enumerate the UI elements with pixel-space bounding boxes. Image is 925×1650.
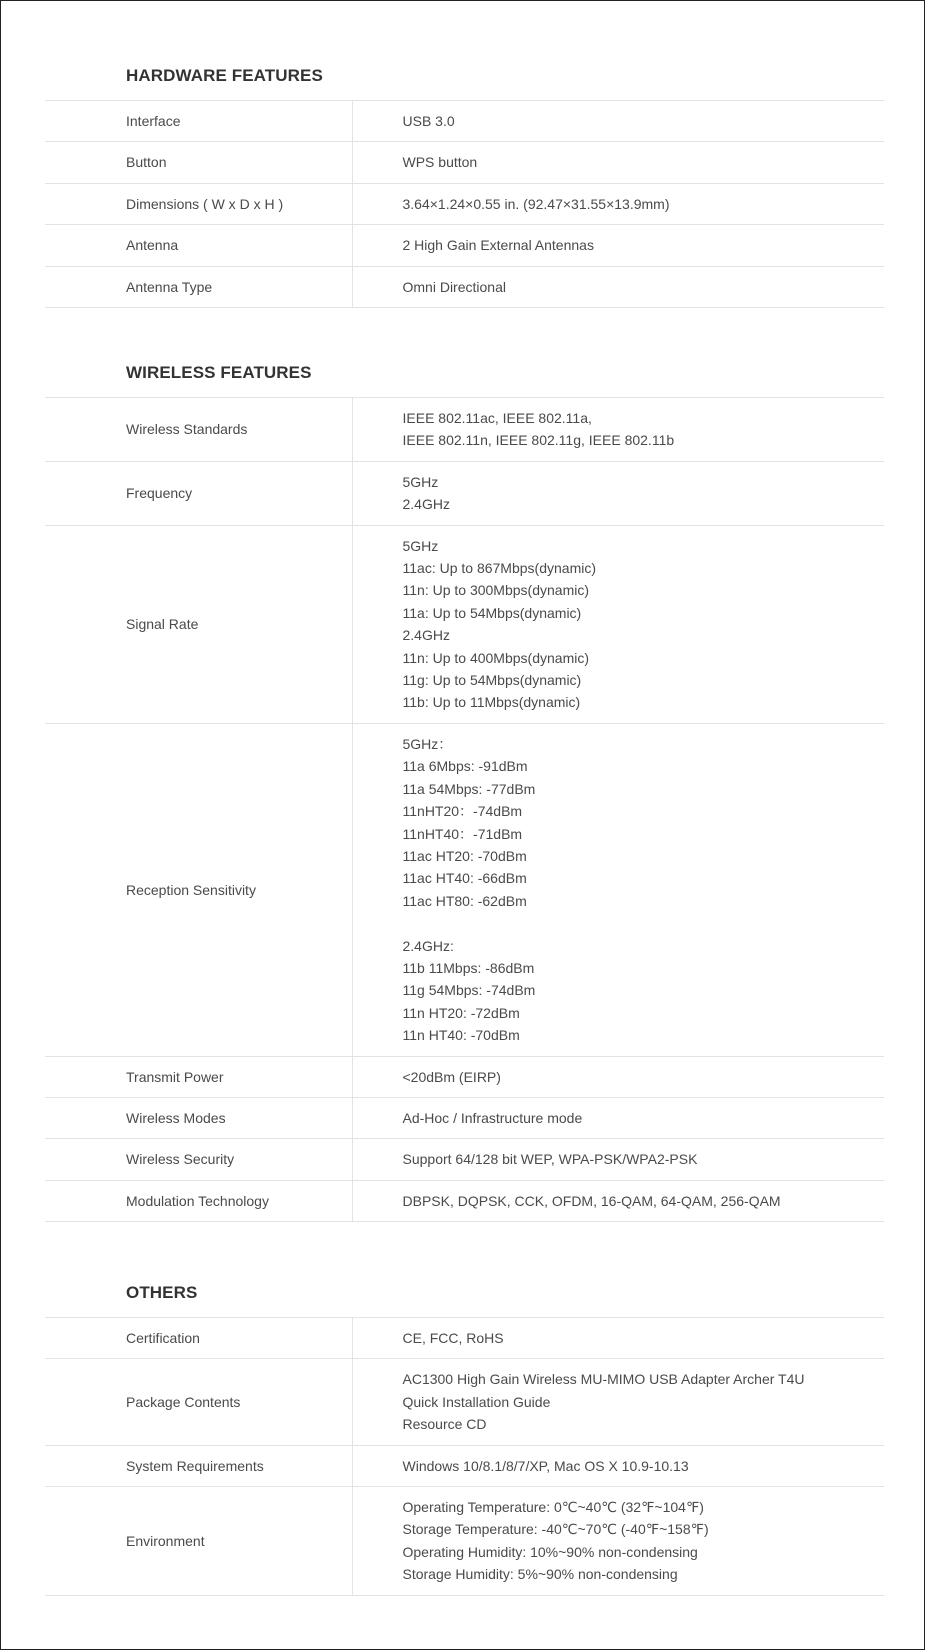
spec-value [352, 1139, 884, 1180]
spec-value-line: 11ac HT80: -62dBm [402, 892, 527, 909]
spec-value [352, 723, 884, 1056]
spec-row [45, 1445, 884, 1486]
spec-value-line: IEEE 802.11ac, IEEE 802.11a, [402, 410, 592, 426]
hardware-section-title: HARDWARE FEATURES [126, 66, 323, 85]
spec-value-line: Ad-Hoc / Infrastructure mode [402, 1109, 583, 1126]
spec-value [352, 1180, 884, 1221]
spec-value-line: USB 3.0 [402, 113, 455, 129]
spec-value [352, 1359, 884, 1445]
spec-value [352, 266, 884, 307]
spec-value-line: 5GHz [402, 537, 439, 554]
spec-row [45, 142, 884, 183]
spec-value-line: 2.4GHz: [402, 937, 454, 954]
spec-row [45, 266, 884, 307]
spec-row [45, 225, 884, 266]
spec-value-line: Resource CD [402, 1416, 487, 1433]
spec-value-line: 11nHT20：-74dBm [402, 803, 523, 820]
spec-value-line [403, 912, 885, 934]
spec-value-line: 11ac: Up to 867Mbps(dynamic) [402, 560, 596, 577]
spec-label: Antenna Type [45, 266, 352, 307]
spec-label: Wireless Security [45, 1139, 352, 1180]
spec-value-line: AC1300 High Gain Wireless MU-MIMO USB Adapter Archer T4U [402, 1371, 805, 1388]
spec-value-line: WPS button [402, 154, 478, 171]
spec-value-line: 11n: Up to 300Mbps(dynamic) [402, 582, 589, 599]
spec-value-line: 11n HT40: -70dBm [402, 1027, 520, 1044]
spec-value-line: Windows 10/8.1/8/7/XP, Mac OS X 10.9-10.13 [402, 1457, 689, 1474]
spec-row [45, 183, 884, 224]
spec-label: Interface [45, 101, 352, 142]
spec-value-line: 11b 11Mbps: -86dBm [402, 959, 535, 976]
spec-value-line: DBPSK, DQPSK, CCK, OFDM, 16-QAM, 64-QAM, 256-QAM [402, 1192, 781, 1209]
spec-label: Environment [45, 1487, 352, 1596]
spec-value [352, 1056, 884, 1097]
spec-label: Reception Sensitivity [45, 723, 352, 1056]
spec-label: Antenna [45, 225, 352, 266]
spec-value-line: 11a: Up to 54Mbps(dynamic) [402, 604, 582, 621]
spec-row [45, 1487, 884, 1596]
hardware-spec-table [45, 100, 884, 308]
spec-value-line: 2.4GHz [402, 496, 450, 513]
spec-value-line: 11n: Up to 400Mbps(dynamic) [402, 649, 589, 666]
others-spec-table [45, 1317, 884, 1596]
spec-value-line: 11g 54Mbps: -74dBm [402, 982, 536, 999]
wireless-spec-table [45, 397, 884, 1222]
spec-value-line: Quick Installation Guide [402, 1393, 551, 1410]
spec-value [352, 1445, 884, 1486]
spec-value-line: 3.64×1.24×0.55 in. (92.47×31.55×13.9mm) [402, 195, 670, 212]
spec-row [45, 723, 884, 1056]
spec-row [45, 525, 884, 723]
spec-label: Package Contents [45, 1359, 352, 1445]
spec-value [352, 183, 884, 224]
spec-value [352, 1487, 884, 1596]
spec-value-line: 5GHz [402, 473, 439, 490]
spec-label: Wireless Modes [45, 1097, 352, 1138]
spec-value-line: 2 High Gain External Antennas [402, 237, 594, 254]
spec-row [45, 461, 884, 525]
spec-label: Modulation Technology [45, 1180, 352, 1221]
spec-row [45, 1097, 884, 1138]
spec-label: Signal Rate [45, 525, 352, 723]
spec-row [45, 1359, 884, 1445]
spec-value-line: Omni Directional [402, 278, 506, 295]
spec-value [352, 461, 884, 525]
spec-value-line: 11ac HT40: -66dBm [402, 870, 527, 887]
spec-value [352, 398, 884, 462]
spec-value-line: 11nHT40：-71dBm [402, 825, 523, 842]
spec-value [352, 142, 884, 183]
spec-row [45, 1139, 884, 1180]
spec-row [45, 1318, 884, 1359]
spec-row [45, 1056, 884, 1097]
spec-value-line: 5GHz： [402, 735, 453, 752]
spec-value [352, 225, 884, 266]
spec-value [352, 1318, 884, 1359]
spec-label: Transmit Power [45, 1056, 352, 1097]
spec-value [352, 101, 884, 142]
spec-value-line: 11g: Up to 54Mbps(dynamic) [402, 672, 582, 689]
spec-label: Dimensions ( W x D x H ) [45, 183, 352, 224]
spec-value-line: Support 64/128 bit WEP, WPA-PSK/WPA2-PSK [402, 1151, 698, 1168]
spec-row [45, 398, 884, 462]
spec-label: System Requirements [45, 1445, 352, 1486]
wireless-section-title: WIRELESS FEATURES [126, 363, 312, 382]
spec-value-line: Operating Humidity: 10%~90% non-condensing [402, 1543, 698, 1560]
spec-value-line: CE, FCC, RoHS [402, 1330, 504, 1346]
spec-label: Certification [45, 1318, 352, 1359]
spec-value [352, 525, 884, 723]
others-section-title: OTHERS [126, 1283, 198, 1302]
spec-value-line: 11ac HT20: -70dBm [402, 847, 527, 864]
spec-row [45, 1180, 884, 1221]
spec-value-line: 11n HT20: -72dBm [402, 1004, 520, 1021]
spec-value-line: Operating Temperature: 0℃~40℃ (32℉~104℉) [402, 1499, 704, 1516]
spec-label: Wireless Standards [45, 398, 352, 462]
spec-value-line: Storage Humidity: 5%~90% non-condensing [402, 1566, 678, 1583]
spec-label: Frequency [45, 461, 352, 525]
spec-value-line: IEEE 802.11n, IEEE 802.11g, IEEE 802.11b [402, 432, 675, 449]
spec-label: Button [45, 142, 352, 183]
spec-value-line: 11a 6Mbps: -91dBm [402, 758, 528, 775]
spec-row [45, 101, 884, 142]
spec-value-line: <20dBm (EIRP) [402, 1068, 501, 1085]
spec-value-line: 2.4GHz [402, 627, 450, 644]
spec-value-line: 11b: Up to 11Mbps(dynamic) [402, 694, 581, 711]
spec-value-line: Storage Temperature: -40℃~70℃ (-40℉~158℉) [402, 1521, 709, 1538]
spec-value-line: 11a 54Mbps: -77dBm [402, 780, 536, 797]
spec-value [352, 1097, 884, 1138]
